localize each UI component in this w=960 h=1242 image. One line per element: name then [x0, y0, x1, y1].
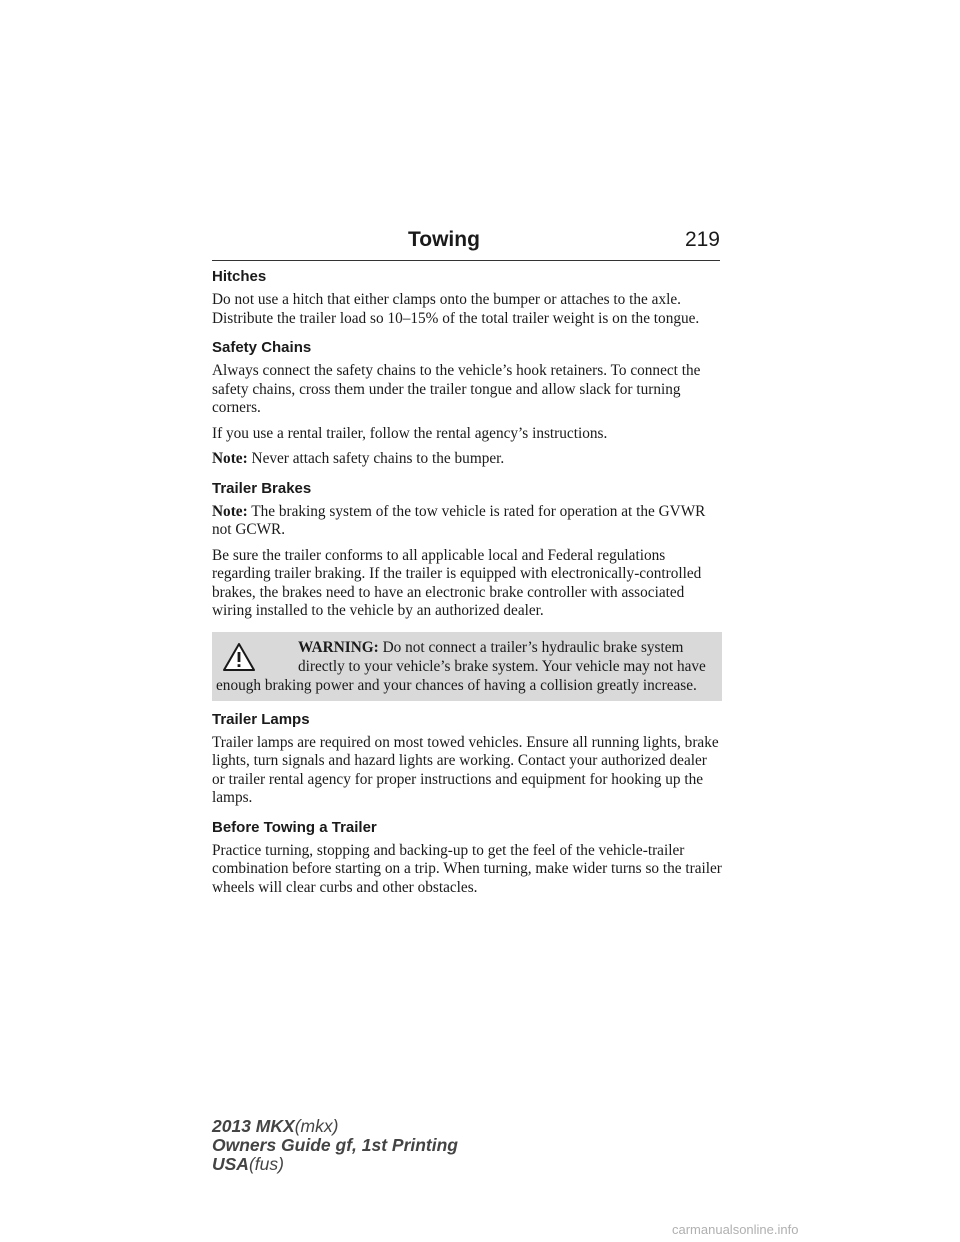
note	[212, 503, 722, 540]
warning-triangle-icon	[222, 642, 256, 672]
warning-box	[212, 632, 722, 701]
note-text: The braking system of the tow vehicle is rated for operation at the GVWR not GCWR.	[212, 502, 706, 538]
heading-hitches: Hitches	[212, 268, 267, 285]
paragraph: Always connect the safety chains to the vehicle’s hook retainers. To connect the safety chains, cross them under the trailer tongue and allow slack for turning corners.	[212, 362, 701, 416]
footer-line-region: USA(fus)	[212, 1154, 284, 1174]
paragraph: Be sure the trailer conforms to all applicable local and Federal regulations regarding trailer braking. If the trailer is equipped with electronically-controlled brakes, the brakes need to have an electronic brake controller with associated wiring installed to the vehicle by an authorized dealer.	[212, 546, 702, 619]
paragraph: If you use a rental trailer, follow the rental agency’s instructions.	[212, 424, 608, 442]
section-safety-chains	[212, 339, 722, 469]
page-title: Towing	[408, 228, 480, 251]
note-text: Never attach safety chains to the bumper.	[251, 450, 505, 467]
heading-before-towing: Before Towing a Trailer	[212, 818, 377, 836]
heading-safety-chains: Safety Chains	[212, 339, 312, 356]
paragraph: Practice turning, stopping and backing-up to get the feel of the vehicle-trailer combination before starting on a trip. When turning, make wider turns so the trailer wheels will clear curbs and other obstacles.	[212, 841, 722, 896]
section-trailer-brakes	[212, 480, 722, 621]
note	[212, 450, 722, 469]
print-footer	[212, 1117, 458, 1174]
note-label: Note:	[212, 502, 248, 520]
warning-label: WARNING:	[298, 638, 379, 656]
paragraph: Do not use a hitch that either clamps onto the bumper or attaches to the axle. Distribute the trailer load so 10–15% of the total trailer weight is on the tongue.	[212, 291, 700, 327]
page-content	[212, 268, 722, 908]
warning-text: Do not connect a trailer’s hydraulic brake system directly to your vehicle’s brake system. Your vehicle may not have enough braking power and your chances of having a collision greatly increase.	[216, 638, 706, 694]
section-before-towing	[212, 819, 722, 898]
section-trailer-lamps	[212, 711, 722, 808]
page-header	[212, 226, 720, 261]
footer-line-guide: Owners Guide gf, 1st Printing	[212, 1135, 458, 1155]
section-hitches	[212, 268, 722, 328]
paragraph: Trailer lamps are required on most towed vehicles. Ensure all running lights, brake lights, turn signals and hazard lights are working. Contact your authorized dealer or trailer rental agency for proper instructions and equipment for hooking up the lamps.	[212, 733, 719, 806]
heading-trailer-lamps: Trailer Lamps	[212, 710, 310, 728]
page-number: 219	[684, 228, 720, 251]
watermark: carmanualsonline.info	[672, 1222, 799, 1237]
footer-line-model: 2013 MKX(mkx)	[212, 1116, 339, 1136]
heading-trailer-brakes: Trailer Brakes	[212, 479, 312, 497]
note-label: Note:	[212, 450, 248, 467]
